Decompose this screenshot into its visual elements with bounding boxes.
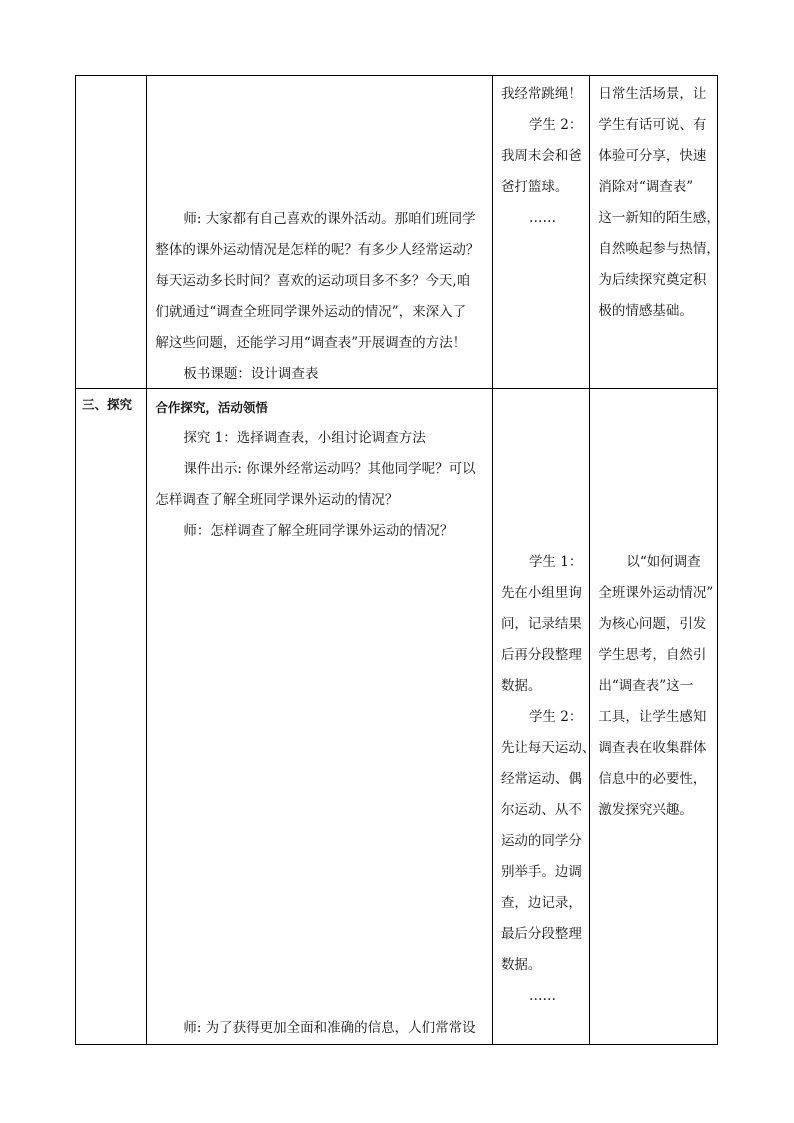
intent-line: 工具，让学生感知 (598, 709, 707, 725)
teacher-line: 师: 大家都有自己喜欢的课外活动。那咱们班同学 (183, 211, 476, 227)
student-line: 我周末会和爸 (500, 148, 582, 164)
student-line: 先在小组里询 (500, 585, 582, 601)
explore-line: 探究 1：选择调查表，小组讨论调查方法 (183, 430, 426, 446)
student-line: 学生 2： (528, 709, 583, 725)
explore-block (155, 392, 488, 547)
student-line: 我经常跳绳！ (500, 86, 582, 102)
stage-cell (76, 76, 147, 389)
intent-line: 消除对“调查表” (598, 179, 694, 195)
student-line: …… (528, 210, 556, 226)
teacher-line: 解这些问题，还能学习用“调查表”开展调查的方法！ (155, 335, 467, 351)
teacher-intro-block (155, 204, 488, 390)
intent-line: 信息中的必要性， (598, 771, 707, 787)
student-line: 后再分段整理 (500, 647, 582, 663)
teacher-question: 师：怎样调查了解全班同学课外运动的情况？ (183, 523, 454, 539)
intent-line: 体验可分享，快速 (598, 148, 707, 164)
intent-line: 出“调查表”这一 (598, 678, 694, 694)
intent-line: 调查表在收集群体 (598, 740, 707, 756)
design-intent-block (598, 79, 720, 327)
student-line: 尔运动、从不 (500, 802, 582, 818)
student-line: 学生 1： (528, 554, 583, 570)
design-intent-cell (590, 389, 718, 1045)
teacher-line: 整体的课外运动情况是怎样的呢？有多少人经常运动？ (155, 242, 480, 258)
student-line: 爸打篮球。 (500, 179, 569, 195)
teacher-line: 每天运动多长时间？喜欢的运动项目多不多？今天,咱 (155, 273, 471, 289)
board-title: 板书课题：设计调查表 (183, 366, 319, 382)
intent-line: 为核心问题，引发 (598, 616, 707, 632)
stage-label: 三、探究 (82, 397, 133, 412)
intent-line: 极的情感基础。 (598, 303, 693, 319)
student-line: 问，记录结果 (500, 616, 582, 632)
student-line: …… (528, 988, 556, 1004)
student-line: 最后分段整理 (500, 926, 582, 942)
teacher-activity-cell (147, 389, 493, 1045)
table-row (76, 76, 718, 389)
intent-line: 全班课外运动情况” (598, 585, 714, 601)
intent-line: 学生有话可说、有 (598, 117, 707, 133)
section-heading: 合作探究，活动领悟 (155, 400, 268, 415)
intent-line: 日常生活场景，让 (598, 86, 707, 102)
lesson-plan-table (75, 75, 718, 1045)
intent-line: 以“如何调查 (626, 554, 701, 570)
student-activity-cell (492, 389, 596, 1045)
intent-line: 这一新知的陌生感， (598, 210, 720, 226)
intent-line: 学生思考，自然引 (598, 647, 707, 663)
design-intent-cell (590, 76, 718, 389)
student-line: 别举手。边调 (500, 864, 582, 880)
student-line: 先让每天运动、 (500, 740, 596, 756)
courseware-line: 课件出示: 你课外经常运动吗？其他同学呢？可以 (183, 461, 476, 477)
student-line: 查，边记录， (500, 895, 582, 911)
student-answers-block (500, 547, 596, 1012)
student-line: 学生 2： (528, 117, 583, 133)
student-line: 数据。 (500, 957, 542, 973)
teacher-line: 师: 为了获得更加全面和准确的信息，人们常常设 (183, 1020, 476, 1036)
student-answers-block (501, 79, 587, 234)
design-intent-block (598, 547, 715, 826)
intent-line: 激发探究兴趣。 (598, 802, 693, 818)
teacher-line: 们就通过“调查全班同学课外运动的情况”，来深入了 (155, 304, 467, 320)
student-line: 数据。 (500, 678, 542, 694)
teacher-last-block (155, 1013, 488, 1044)
intent-line: 为后续探究奠定积 (598, 272, 707, 288)
student-activity-cell (492, 76, 589, 389)
stage-cell (76, 389, 147, 1045)
courseware-line: 怎样调查了解全班同学课外运动的情况？ (155, 492, 399, 508)
student-line: 经常运动、偶 (500, 771, 582, 787)
table-row (76, 389, 718, 1045)
teacher-activity-cell (147, 76, 493, 389)
intent-line: 自然唤起参与热情， (598, 241, 720, 257)
student-line: 运动的同学分 (500, 833, 582, 849)
